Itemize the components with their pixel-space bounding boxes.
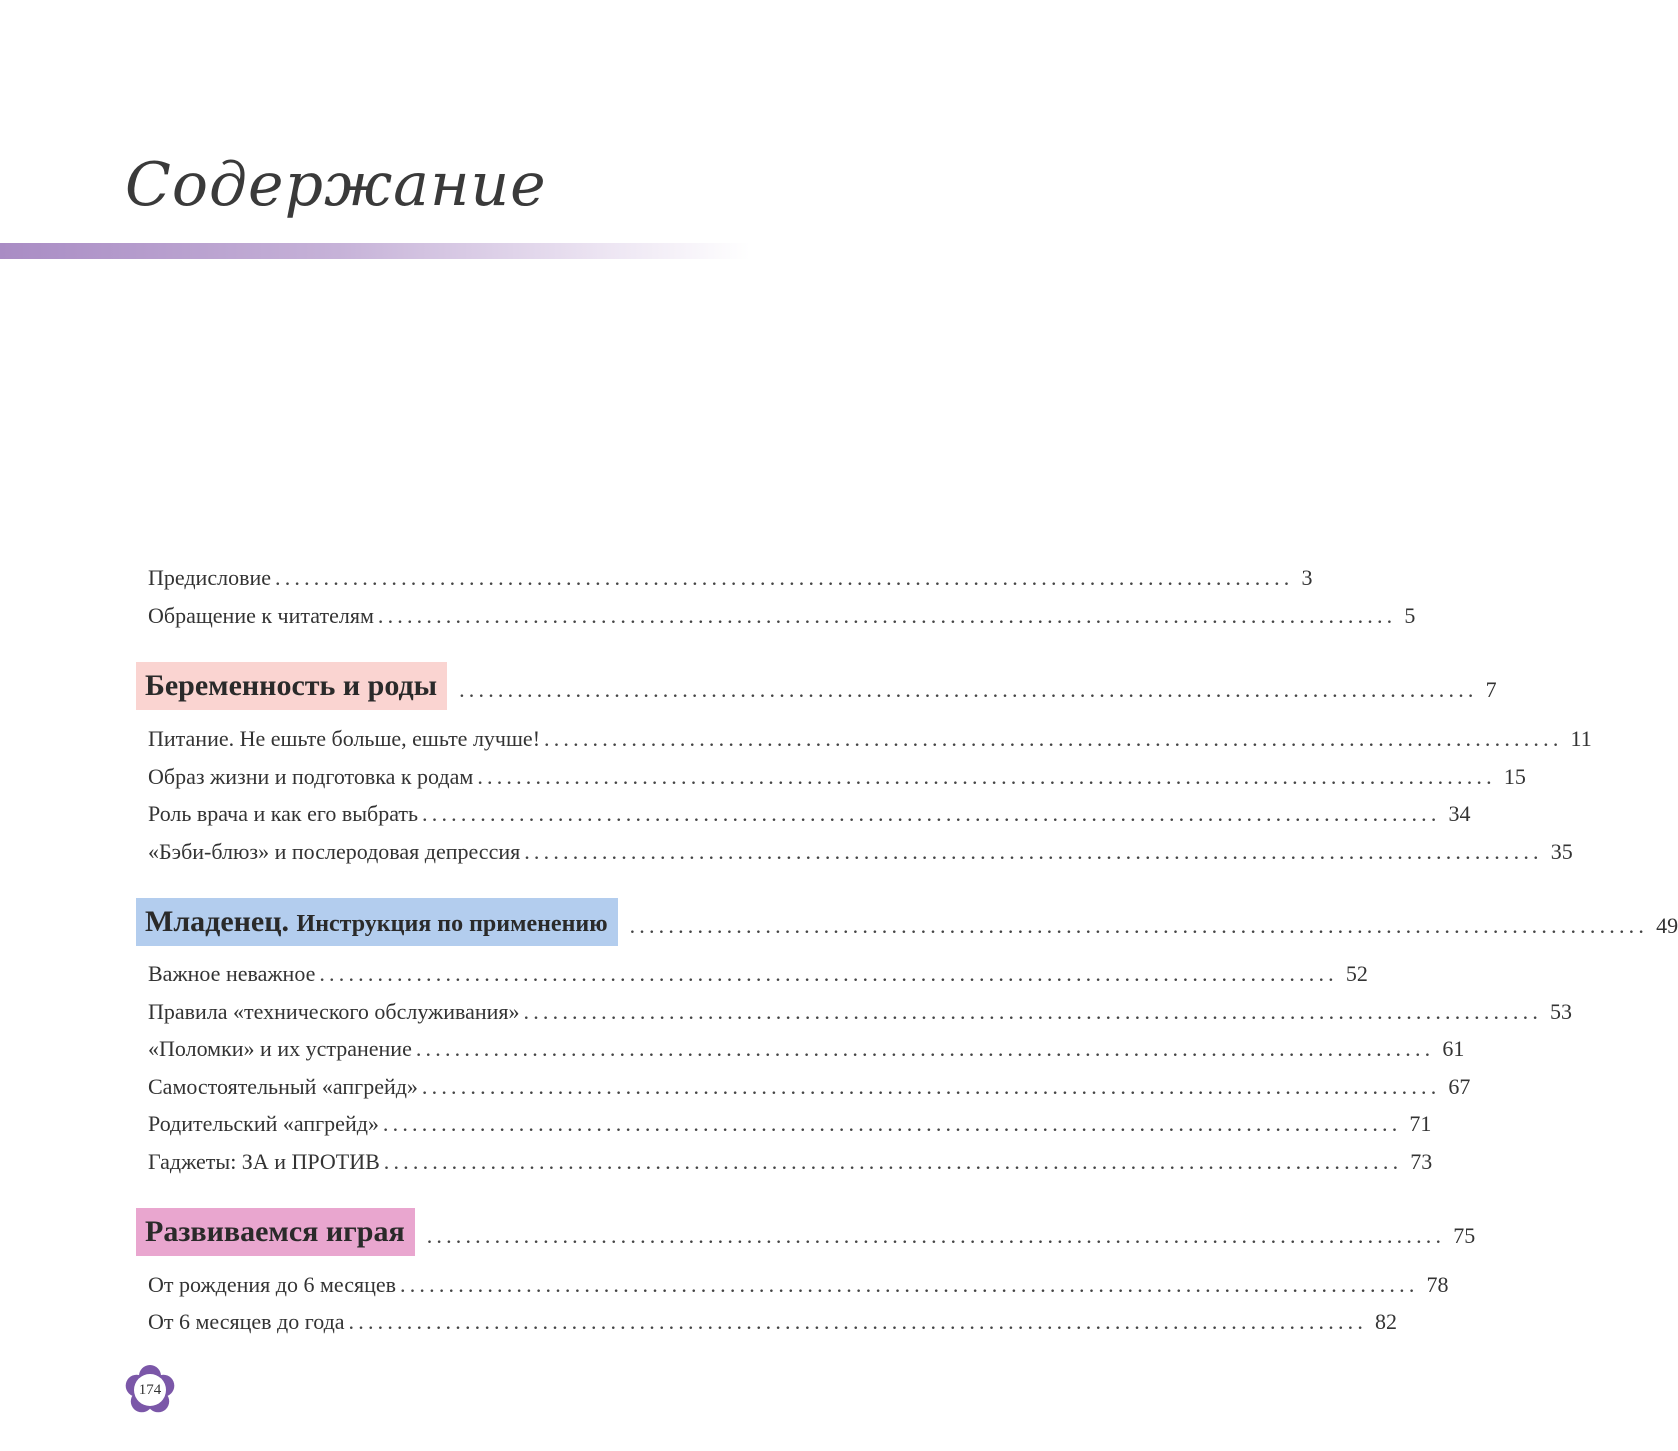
dot-leader: .........................................................................................................	[377, 603, 1397, 628]
toc-entry[interactable]	[148, 1307, 1398, 1337]
section-title-highlight	[136, 1208, 415, 1256]
toc-entry[interactable]	[148, 601, 1416, 631]
toc-entry-label: Питание. Не ешьте больше, ешьте лучше!	[148, 726, 541, 751]
page-title: Содержание	[125, 150, 547, 220]
toc-entry-label: Роль врача и как его выбрать	[148, 801, 419, 826]
toc-entry[interactable]	[148, 563, 1313, 593]
toc-entry[interactable]	[148, 1147, 1433, 1177]
toc-entry-page: 53	[1550, 999, 1573, 1024]
dot-leader: .........................................................................................................	[382, 1111, 1402, 1136]
toc-entry-label: Самостоятельный «апгрейд»	[148, 1074, 418, 1099]
toc-entry-label: Обращение к читателям	[148, 603, 374, 628]
dot-leader: .........................................................................................................	[523, 999, 1543, 1024]
dot-leader: .........................................................................................................	[421, 1074, 1441, 1099]
toc-entry[interactable]	[148, 799, 1471, 829]
toc-section-infant[interactable]	[136, 898, 1678, 946]
toc-entry-label: От рождения до 6 месяцев	[148, 1272, 397, 1297]
title-gradient-bar	[0, 243, 750, 259]
dot-leader: .........................................................................................................	[415, 1036, 1435, 1061]
dot-leader: .........................................................................................................	[348, 1309, 1368, 1334]
section-page: 75	[1453, 1223, 1476, 1248]
toc-entry-label: Правила «технического обслуживания»	[148, 999, 520, 1024]
toc-entry[interactable]	[148, 1034, 1465, 1064]
toc-entry-label: «Поломки» и их устранение	[148, 1036, 412, 1061]
toc-entry-page: 5	[1404, 603, 1416, 628]
section-title: Развиваемся играя	[145, 1215, 405, 1248]
toc-entry-page: 34	[1448, 801, 1471, 826]
section-subtitle: Инструкция по применению	[296, 911, 608, 937]
dot-leader: .........................................................................................................	[383, 1149, 1403, 1174]
toc-entry-page: 67	[1448, 1074, 1471, 1099]
dot-leader: .........................................................................................................	[275, 565, 1294, 590]
page-number-badge	[124, 1364, 176, 1416]
toc-entry-label: Важное неважное	[148, 961, 316, 986]
toc-entry[interactable]	[148, 762, 1526, 792]
toc-entry-label: «Бэби-блюз» и послеродовая депрессия	[148, 839, 521, 864]
dot-leader: .........................................................................................................	[459, 677, 1478, 702]
toc-entry-label: От 6 месяцев до года	[148, 1309, 345, 1334]
toc-entry-page: 61	[1442, 1036, 1465, 1061]
toc-entry[interactable]	[148, 724, 1592, 754]
toc-entry-page: 3	[1301, 565, 1313, 590]
section-title: Младенец.	[145, 905, 290, 938]
dot-leader: .........................................................................................................	[422, 801, 1441, 826]
toc-entry-page: 73	[1410, 1149, 1433, 1174]
toc-entry-page: 78	[1426, 1272, 1449, 1297]
toc-entry[interactable]	[148, 837, 1573, 867]
toc-entry[interactable]	[148, 959, 1368, 989]
section-page: 49	[1656, 913, 1678, 938]
section-page: 7	[1485, 677, 1497, 702]
dot-leader: .........................................................................................................	[477, 764, 1496, 789]
toc-entry-label: Предисловие	[148, 565, 271, 590]
dot-leader: .........................................................................................................	[524, 839, 1543, 864]
toc-entry[interactable]	[148, 1109, 1432, 1139]
toc-entry-page: 35	[1550, 839, 1573, 864]
dot-leader: .........................................................................................................	[629, 913, 1649, 938]
toc-section-development[interactable]	[136, 1208, 1476, 1256]
toc-entry[interactable]	[148, 1072, 1471, 1102]
page-number: 174	[138, 1382, 162, 1398]
toc-entry-label: Гаджеты: ЗА и ПРОТИВ	[148, 1149, 380, 1174]
section-title: Беременность и роды	[145, 669, 438, 702]
toc-entry-label: Родительский «апгрейд»	[148, 1111, 379, 1136]
toc-entry-page: 71	[1409, 1111, 1432, 1136]
toc-entry-page: 82	[1375, 1309, 1398, 1334]
dot-leader: .........................................................................................................	[544, 726, 1563, 751]
dot-leader: .........................................................................................................	[319, 961, 1338, 986]
toc-entry-page: 11	[1570, 726, 1592, 751]
dot-leader: .........................................................................................................	[426, 1223, 1446, 1248]
dot-leader: .........................................................................................................	[400, 1272, 1419, 1297]
toc-entry-page: 52	[1345, 961, 1368, 986]
section-title-highlight	[136, 898, 618, 946]
toc-entry[interactable]	[148, 1270, 1449, 1300]
toc-entry-page: 15	[1503, 764, 1526, 789]
section-title-highlight	[136, 662, 447, 710]
toc-entry[interactable]	[148, 997, 1573, 1027]
toc-section-pregnancy[interactable]	[136, 662, 1497, 710]
toc-entry-label: Образ жизни и подготовка к родам	[148, 764, 474, 789]
